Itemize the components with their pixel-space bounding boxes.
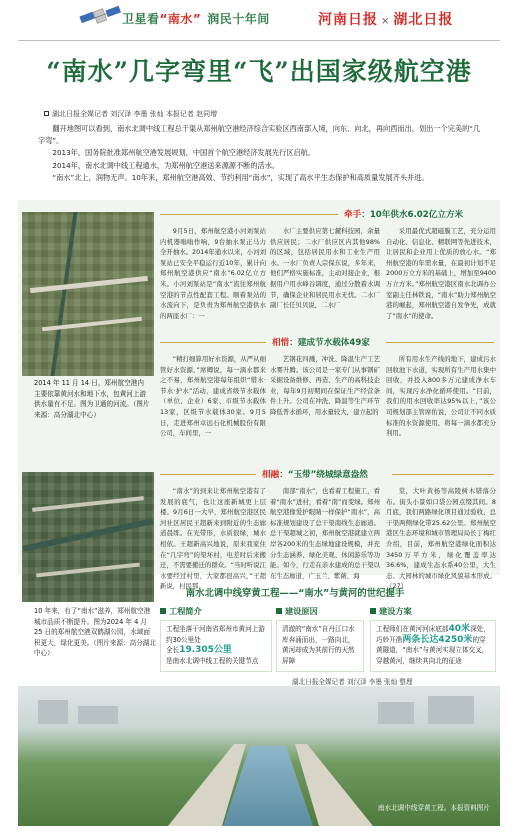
- bullet-icon: [370, 608, 376, 614]
- square-icon: [44, 111, 49, 116]
- byline: 湖北日报全媒记者 刘汉泽 李墨 张灿 本报记者 赵同增: [44, 109, 217, 119]
- header-divider: [18, 40, 500, 41]
- intro-paragraph: “南水”北上，润物无声。10年来，郑州航空港高效、节约利用“南水”，实现了高水平生态保护和高质量发展齐头并进。: [52, 172, 429, 182]
- card-title: 工程简介: [160, 606, 202, 617]
- page-header: [0, 0, 518, 46]
- satellite-photo-2024: [22, 472, 154, 602]
- bullet-icon: [160, 608, 166, 614]
- page-title: “南水”几字弯里“飞”出国家级航空港: [46, 57, 472, 86]
- intro-paragraph: 2013年，国务院批准郑州航空港发展规划，中国首个航空港经济发展先行区启航。: [52, 148, 316, 158]
- card-title: 建设方案: [370, 606, 412, 617]
- photo-caption: 10 年来，有了“南水”滋养，郑州航空港城市品质不断提升。图为2024 年 4 月 25 日的郑州航空港双鹤湖公园，水域面积更大，绿化更美。（图片来源：高分湖北中心）: [34, 607, 156, 657]
- article-column: 南部“南水”，也看着工程施工，看着“南水”进村，看着“南”而变绿。郑州航空港像爱护眼睛一样保护“南水”，高标准规划建设了总干渠南线生态廊道。总干渠超城之初，郑州航空港就建立两岸各200米的生态绿地建设规模，并充分生态涵养、绿化美观、休闲游乐等功能。如今，行走在亲水建成的总干渠以东生态廊道，广玉兰、紫薇、海: [270, 487, 380, 580]
- article-column: 所有用水生产线的地下，建成污水回收池下水道，实现所有生产用水集中回收，并投入800多万元建成净水车间，实现污水净化循环使用。“目前，我们的用水回收率达95%以上，”该公司规划部主管席佑说，公司让不同水质标准的水资源使用，将每一滴水都充分利用。: [386, 355, 496, 438]
- infographic-banner: 南水北调中线穿黄工程——“南水”与黄河的世纪握手: [185, 588, 405, 599]
- info-card-reason: 清澈的“南水”自丹江口水库奔涌而出，一路向北，黄河却成为其前行的天然屏障: [276, 620, 364, 672]
- article-column: “精打细算用好水资源，从严从细管好水资源，”席卿说，每一滴水都来之不易，郑州航空港每年组织“惜水·节水·护水”活动，建成省级节水载体（单位、企业）6家、市级节水载体13家，区级节水载体30家。9月5日，走进郑州卓远石化机械股份有限公司，车间里，一: [160, 355, 266, 438]
- intro-text: [38, 123, 484, 184]
- article-column: “南水”的到来让郑州航空港有了发展的底气，也让这座新城更上层楼。9月6日一大早，郑州航空港区民河社区居民王超新来到附近的生态廊道晨练。在光带形，水质很绿，城水相依。王超新高兴地说，原来我家住在“几字弯”的渠坏村，电差时后来搬迁，不需要搬迁的群众。“当时听说江水要经过村里，大家都很高兴，”王超新说，村民那: [160, 487, 266, 591]
- article-column: 水厂主要供应第七麓科技园，余量供应居民；二水厂供应区内其他98%的区域，包括居民用水和工业生产用水。一水厂负责人宗保东说，多年来，他们严格实施标准，主动对接企业，根据用户用水峰谷调度，通过分散着水调节，确保企业和居民用水无忧。二水厂副厂长任贝贝说，二水厂: [270, 227, 380, 310]
- satellite-photo-2014: [22, 212, 154, 376]
- article-column: 采用最优式超磁膜工艺，充分运用自动化、信息化、精联网等先进技术，让居民和企业用上优质的放心水。“郑州航空港的年需水量，在最初计划不足2000万立方米的基础上，增加至9400万立方米。”郑州航空港区南水北调办公室副主任林铁说，“南水”助力郑州航空港的崛起，郑州航空港自发争先，成就了“南水”的使命。: [386, 227, 496, 320]
- credits: 湖北日报全媒记者 刘汉泽 李墨 张灿 整理: [292, 678, 413, 686]
- info-card-overview: 工程坐落于河南省郑州市黄河上游约30公里处 全长19.305公里 是南水北调中线工程的关键节点: [160, 620, 272, 672]
- photo-caption: 南水北调中线穿黄工程。本报资料图片: [377, 804, 490, 812]
- newspaper-brand: 河南日报 × 湖北日报: [318, 12, 454, 28]
- intro-paragraph: 翻开地图可以看到，南水北调中线工程总干渠从郑州航空港经济综合实验区西南部入境，向东、向北，再向西而出，划出一个完美的“几字弯”。: [38, 124, 481, 146]
- article-column: 9月5日，郑州航空港小河刘泵站内机器嗡嗡作响，9台抽水泵正马力全开抽水。2014年通水以来，小河刘泵站已安全平稳运行近10年，累计向郑州航空港供应“南水”6.02亿立方米。小河刘泵站是“南水”流往郑州航空港的节点性配套工程。顺着泵站的水流向下，是负责为郑州航空港供水的两座水厂：一: [160, 227, 266, 320]
- section-heading: 牵手：10年供水6.02亿立方米: [344, 210, 464, 220]
- article-column: 棠，大叶黄杨等高陵树木错落分布。街头小景如口袋公园点缀其间。8月底，我们两路绿化项目通过验收，总干渠两侧绿化带25.62公里。郑州航空港区生态环境和城市管理局局长丁梅红介绍，目前，郑州航空港绿化面积达3450万平方米，绿化覆盖率达36.6%，建成生态水系40公里，大生态、大园林的城市绿化风貌基本形成。（27）: [386, 487, 496, 591]
- card-title: 建设原因: [276, 606, 318, 617]
- info-card-plan: 工程师们在黄河河床底部40米深处，巧妙开凿两条长达4250米的穿黄隧道，“南水”与黄河实现立体交叉，穿越黄河，继续其向北的征途: [370, 620, 496, 672]
- satellite-icon: [78, 4, 124, 34]
- section-heading: 相融：“玉带”绕城绿意盎然: [262, 470, 368, 480]
- intro-paragraph: 2014年，南水北调中线工程通水，为郑州航空港送来源源不断的活水。: [52, 160, 280, 170]
- article-column: 艺钢花四溅，冲洗、降温生产工艺水雾升腾。该公司是一家专门从事钢矿采掘设备维修、再造、生产的高科技企业，每年9月初期间在保证生产经营条件上升。公司在冲洗、降温等生产环节降低普水循环，用水量较大，建立起的: [270, 355, 380, 416]
- series-title: 卫星看“南水” 润民十年间: [122, 12, 270, 26]
- photo-caption: 2014 年 11 月 14 日，郑州航空港内主要依靠黄河水和地下水，包黄河上游供水量有不足。图为卫通的河流。（图片来源：高分湖北中心）: [34, 379, 150, 419]
- bullet-icon: [276, 608, 282, 614]
- section-heading: 相惜：建成节水载体49家: [272, 338, 370, 348]
